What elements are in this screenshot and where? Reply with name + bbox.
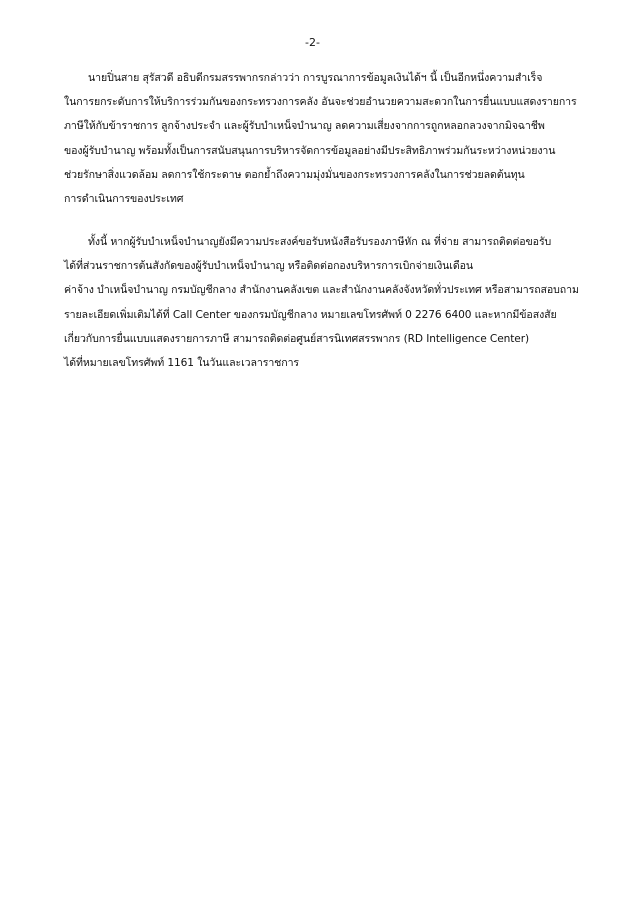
paragraph-director-statement xyxy=(64,66,577,211)
paragraph-line: ของผู้รับบำนาญ พร้อมทั้งเป็นการสนับสนุนการบริหารจัดการข้อมูลอย่างมีประสิทธิภาพร่วมกันระหว่างหน่วยงาน xyxy=(64,144,556,157)
paragraph-line: ค่าจ้าง บำเหน็จบำนาญ กรมบัญชีกลาง สำนักงานคลังเขต และสำนักงานคลังจังหวัดทั่วประเทศ หรือสามารถสอบถาม xyxy=(64,284,579,297)
paragraph-line: ได้ที่หมายเลขโทรศัพท์ 1161 ในวันและเวลาราชการ xyxy=(64,357,300,370)
paragraph-line: เกี่ยวกับการยื่นแบบแสดงรายการภาษี สามารถติดต่อศูนย์สารนิเทศสรรพากร (RD Intelligence Center) xyxy=(64,332,530,345)
paragraph-line: นายปิ่นสาย สุรัสวดี อธิบดีกรมสรรพากรกล่าวว่า การบูรณาการข้อมูลเงินได้ฯ นี้ เป็นอีกหนึ่งความสำเร็จ xyxy=(88,72,543,84)
paragraph-line: ภาษีให้กับข้าราชการ ลูกจ้างประจำ และผู้รับบำเหน็จบำนาญ ลดความเสี่ยงจากการถูกหลอกลวงจากมิจฉาชีพ xyxy=(64,120,545,133)
paragraph-line: ช่วยรักษาสิ่งแวดล้อม ลดการใช้กระดาษ ตอกย้ำถึงความมุ่งมั่นของกระทรวงการคลังในการช่วยลดต้นทุน xyxy=(64,168,525,181)
page-number: -2- xyxy=(305,36,320,49)
paragraph-line: รายละเอียดเพิ่มเติมได้ที่ Call Center ของกรมบัญชีกลาง หมายเลขโทรศัพท์ 0 2276 6400 และหากมีข้อสงสัย xyxy=(64,308,557,321)
paragraph-line: ในการยกระดับการให้บริการร่วมกันของกระทรวงการคลัง อันจะช่วยอำนวยความสะดวกในการยื่นแบบแสดงรายการ xyxy=(64,96,577,109)
paragraph-line: ทั้งนี้ หากผู้รับบำเหน็จบำนาญยังมีความประสงค์ขอรับหนังสือรับรองภาษีหัก ณ ที่จ่าย สามารถติดต่อขอรับ xyxy=(88,236,552,248)
paragraph-line: ได้ที่ส่วนราชการต้นสังกัดของผู้รับบำเหน็จบำนาญ หรือติดต่อกองบริหารการเบิกจ่ายเงินเดือน xyxy=(64,260,474,273)
paragraph-contact-info xyxy=(64,230,579,375)
paragraph-line: การดำเนินการของประเทศ xyxy=(64,193,184,206)
